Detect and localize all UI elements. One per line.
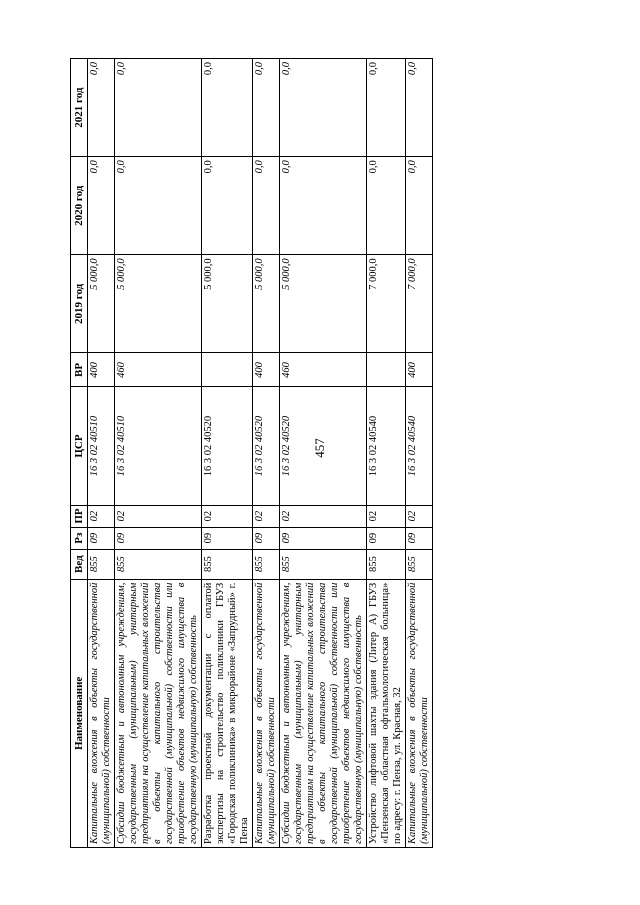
page-number: 457 — [312, 438, 327, 458]
cell-name: Субсидии бюджетным и автономным учреждениям, государственным (муниципальным) унитарным предприятиям на осуществление капитальных вложений в объекты капитального строительства государственной (муниципальной) собственности или приобретение объектов недвижимого имущества в государственную (муниципальную) собственность — [280, 579, 367, 847]
cell-rz: 09 — [202, 527, 253, 549]
cell-2019: 5 000,0 — [202, 255, 253, 353]
table-row — [88, 59, 115, 848]
cell-2020: 0,0 — [280, 157, 367, 255]
header-rz: Рз — [71, 527, 88, 549]
cell-2021: 0,0 — [88, 59, 115, 157]
cell-ved: 855 — [280, 549, 367, 579]
table-row — [280, 59, 367, 848]
cell-2020: 0,0 — [88, 157, 115, 255]
budget-table-container — [70, 58, 500, 848]
cell-2021: 0,0 — [253, 59, 280, 157]
header-name: Наименование — [71, 579, 88, 847]
cell-pr: 02 — [202, 505, 253, 527]
cell-2020: 0,0 — [115, 157, 202, 255]
cell-rz: 09 — [115, 527, 202, 549]
cell-2021: 0,0 — [367, 59, 406, 157]
header-csr: ЦСР — [71, 387, 88, 505]
cell-ved: 855 — [406, 549, 433, 579]
cell-ved: 855 — [367, 549, 406, 579]
cell-name: Капитальные вложения в объекты государственной (муниципальной) собственности — [88, 579, 115, 847]
cell-2020: 0,0 — [202, 157, 253, 255]
cell-pr: 02 — [367, 505, 406, 527]
cell-csr: 16 3 02 40510 — [88, 387, 115, 505]
cell-2019: 7 000,0 — [367, 255, 406, 353]
cell-2021: 0,0 — [202, 59, 253, 157]
cell-pr: 02 — [253, 505, 280, 527]
header-ved: Вед — [71, 549, 88, 579]
cell-2019: 5 000,0 — [280, 255, 367, 353]
header-vr: ВР — [71, 353, 88, 387]
cell-pr: 02 — [115, 505, 202, 527]
cell-2019: 5 000,0 — [253, 255, 280, 353]
cell-rz: 09 — [88, 527, 115, 549]
header-2021: 2021 год — [71, 59, 88, 157]
cell-rz: 09 — [406, 527, 433, 549]
cell-csr: 16 3 02 40520 — [202, 387, 253, 505]
cell-2020: 0,0 — [406, 157, 433, 255]
cell-pr: 02 — [280, 505, 367, 527]
cell-vr: 460 — [280, 353, 367, 387]
cell-name: Разработка проектной документации с оплатой экспертизы на строительство поликлиники ГБУЗ «Городская поликлиника» в микрорайоне «Запрудный» г. Пенза — [202, 579, 253, 847]
cell-pr: 02 — [406, 505, 433, 527]
cell-vr: 400 — [88, 353, 115, 387]
cell-vr — [367, 353, 406, 387]
cell-csr: 16 3 02 40540 — [367, 387, 406, 505]
cell-2020: 0,0 — [367, 157, 406, 255]
cell-csr: 16 3 02 40520 — [253, 387, 280, 505]
cell-name: Субсидии бюджетным и автономным учреждениям, государственным (муниципальным) унитарным предприятиям на осуществление капитальных вложений в объекты капитального строительства государственной (муниципальной) собственности или приобретение объектов недвижимого имущества в государственную (муниципальную) собственность — [115, 579, 202, 847]
table-row — [367, 59, 406, 848]
cell-rz: 09 — [253, 527, 280, 549]
header-2019: 2019 год — [71, 255, 88, 353]
cell-pr: 02 — [88, 505, 115, 527]
cell-vr — [202, 353, 253, 387]
cell-2020: 0,0 — [253, 157, 280, 255]
cell-2021: 0,0 — [115, 59, 202, 157]
cell-ved: 855 — [253, 549, 280, 579]
table-row — [253, 59, 280, 848]
header-pr: ПР — [71, 505, 88, 527]
cell-vr: 400 — [406, 353, 433, 387]
cell-2021: 0,0 — [280, 59, 367, 157]
table-row — [115, 59, 202, 848]
cell-name: Устройство лифтовой шахты здания (Литер А) ГБУЗ «Пензенская областная офтальмологическая больница» по адресу: г. Пенза, ул. Красная, 32 — [367, 579, 406, 847]
cell-csr: 16 3 02 40520 — [280, 387, 367, 505]
cell-2021: 0,0 — [406, 59, 433, 157]
cell-rz: 09 — [280, 527, 367, 549]
table-row — [202, 59, 253, 848]
header-2020: 2020 год — [71, 157, 88, 255]
cell-vr: 460 — [115, 353, 202, 387]
cell-vr: 400 — [253, 353, 280, 387]
table-row — [406, 59, 433, 848]
cell-rz: 09 — [367, 527, 406, 549]
table-header-row — [71, 59, 88, 848]
cell-name: Капитальные вложения в объекты государственной (муниципальной) собственности — [406, 579, 433, 847]
cell-ved: 855 — [88, 549, 115, 579]
cell-csr: 16 3 02 40510 — [115, 387, 202, 505]
budget-table — [70, 58, 433, 848]
cell-2019: 5 000,0 — [115, 255, 202, 353]
cell-ved: 855 — [115, 549, 202, 579]
cell-csr: 16 3 02 40540 — [406, 387, 433, 505]
cell-ved: 855 — [202, 549, 253, 579]
cell-2019: 5 000,0 — [88, 255, 115, 353]
cell-2019: 7 000,0 — [406, 255, 433, 353]
cell-name: Капитальные вложения в объекты государственной (муниципальной) собственности — [253, 579, 280, 847]
